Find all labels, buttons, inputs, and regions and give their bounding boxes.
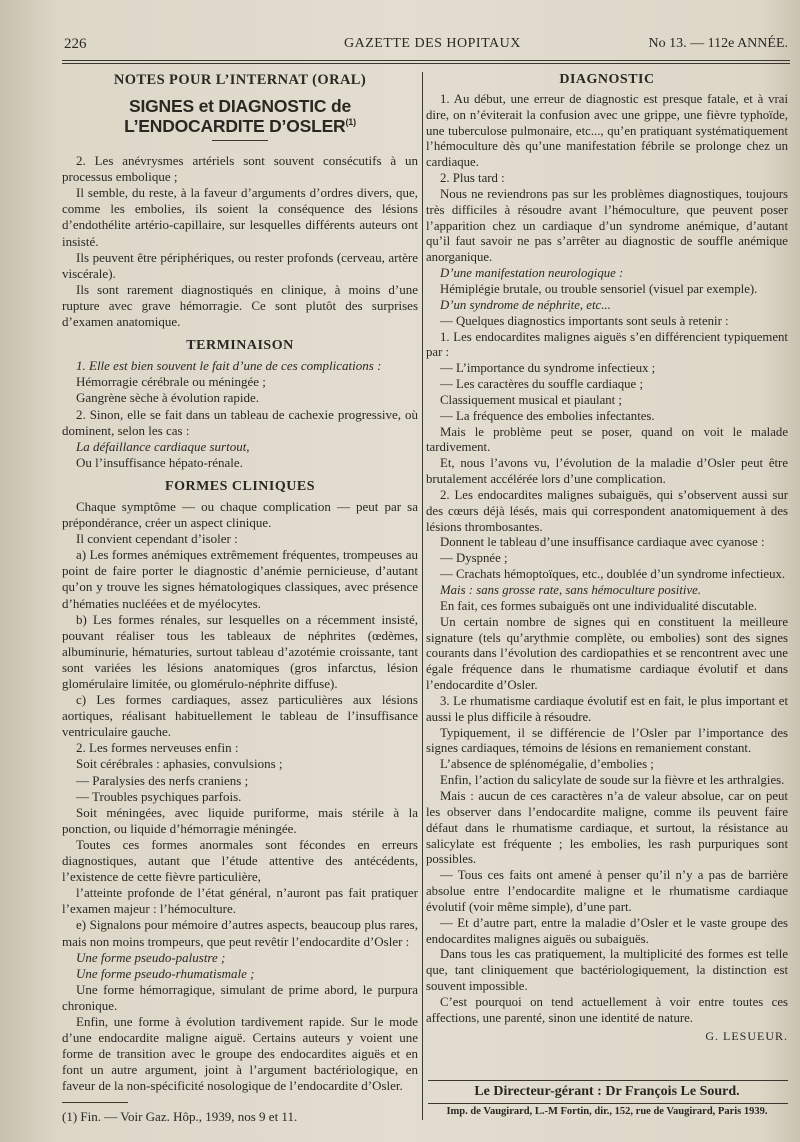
section-kicker: NOTES POUR L’INTERNAT (ORAL) [113, 72, 367, 88]
paragraph: Il semble, du reste, à la faveur d’arguments d’ordres divers, que, comme les embolies, ils soient la conséquence des lésions d’endothélite artério-capillaire, sur lesquelles différents auteurs ont insisté. [62, 185, 418, 249]
footnote: (1) Fin. — Voir Gaz. Hôp., 1939, nos 9 et 11. [62, 1109, 298, 1125]
left-column [62, 72, 418, 1126]
paragraph: Mais : aucun de ces caractères n’a de valeur absolue, car on peut les observer dans l’endocardite maligne, comme ils peuvent faire défaut dans le rhumatisme cardiaque, et surtout, la résistance au salicylate est fréquente ; les embolies, les rash purpuriques sont possibles. [426, 788, 788, 867]
paragraph: — Tous ces faits ont amené à penser qu’il n’y a pas de barrière absolue entre l’endocardite maligne et le rhumatisme cardiaque évolutif (voir même simple), d’une part. [426, 868, 788, 914]
author-signature: G. LESUEUR. [705, 1028, 788, 1043]
paragraph: Typiquement, il se différencie de l’Osler par l’importance des signes cardiaques, témoins de lésions en remaniement constant. [426, 725, 788, 756]
list-item: Gangrène sèche à évolution rapide. [76, 390, 260, 406]
section-heading-diagnostic: DIAGNOSTIC [559, 72, 655, 87]
paragraph: a) Les formes anémiques extrêmement fréquentes, trompeuses au point de faire porter le diagnostic d’anémie pernicieuse, d’autant qu’on y trouve les signes hématologiques classiques, avec présence d’hématies nucléées et de myélocytes. [62, 547, 418, 611]
list-item: — La fréquence des embolies infectantes. [440, 408, 655, 423]
paragraph: 1. Au début, une erreur de diagnostic est presque fatale, et à vrai dire, on n’éviterait la confusion avec une grippe, une fièvre typhoïde, une tuberculose pulmonaire, etc..., qu’en pratiquant systématiquement l’hémoculture dès qu’une manifestation fébrile se prolonge chez un cardiaque. [426, 91, 788, 170]
paragraph: L’absence de splénomégalie, d’embolies ; [440, 757, 654, 772]
paragraph: Mais le problème peut se poser, quand on voit le malade tardivement. [426, 424, 788, 455]
footnote-rule [62, 1102, 128, 1103]
paragraph: Nous ne reviendrons pas sur les problèmes diagnostiques, toujours très difficiles à résoudre avant l’hémoculture, que peuvent poser l’apparition chez un cardiaque d’un syndrome anémique, d’autant qu’il faut savoir ne pas s’arrêter au diagnostic de souffle anémique anorganique. [426, 186, 788, 265]
paragraph: Enfin, une forme à évolution tardivement rapide. Sur le mode d’une endocardite maligne aiguë. Certains auteurs y voient une forme de transition avec le groupe des endocardites aiguës et en font un autre argument, joint à l’argument bactériologique, en faveur de la non-spécificité nosologique de l’endocardite d’Osler. [62, 1013, 418, 1094]
issue-number: No 13. — 112e ANNÉE. [648, 36, 788, 51]
journal-title: GAZETTE DES HOPITAUX [344, 36, 521, 51]
header-rule-top [62, 60, 790, 61]
page-number: 226 [64, 36, 87, 52]
title-footnote-mark: (1) [345, 117, 356, 128]
paragraph: Mais : sans grosse rate, sans hémoculture positive. [440, 583, 702, 597]
list-item: — L’importance du syndrome infectieux ; [440, 361, 656, 376]
paragraph: En fait, ces formes subaiguës ont une individualité discutable. [440, 598, 757, 613]
paragraph: Donnent le tableau d’une insuffisance cardiaque avec cyanose : [440, 535, 765, 550]
list-item: — Dyspnée ; [440, 551, 508, 566]
paragraph: 2. Les formes nerveuses enfin : [76, 740, 239, 756]
imprint-line: Imp. de Vaugirard, L.-M Fortin, dir., 152, rue de Vaugirard, Paris 1939. [446, 1106, 768, 1117]
paragraph: 2. Les anévrysmes artériels sont souvent consécutifs à un processus embolique ; [62, 153, 418, 185]
paragraph: e) Signalons pour mémoire d’autres aspects, beaucoup plus rares, mais non moins trompeurs, que peut revêtir l’endocardite d’Osler : [62, 917, 418, 949]
paragraph: D’un syndrome de néphrite, etc... [440, 297, 611, 312]
section-heading-terminaison: TERMINAISON [186, 338, 294, 354]
paragraph: C’est pourquoi on tend actuellement à voir entre toutes ces affections, une parenté, sinon une identité de nature. [426, 994, 788, 1025]
article-title [62, 96, 418, 137]
list-item: Une forme pseudo-palustre ; [76, 949, 226, 965]
director-line: Le Directeur-gérant : Dr François Le Sourd. [474, 1084, 740, 1099]
paragraph: Un certain nombre de signes qui en constituent la meilleure signature (tels qu’arythmie complète, ou embolies) sont des signes courants dans l’évolution des cardiopathies et se rencontrent avec une égale fréquence dans le rhumatisme cardiaque évolutif et dans l’endocardite d’Osler. [426, 614, 788, 693]
list-item: Soit cérébrales : aphasies, convulsions ; [76, 756, 283, 772]
paragraph: b) Les formes rénales, sur lesquelles on a récemment insisté, pouvant réaliser tous les tableaux de néphrites (œdèmes, albuminurie, hématuries, surtout tableau d’azotémie croissante, tant sont variées les lésions anatomiques (gros infarctus, lésion glomérulaire limitée, ou glomérulo-néphrite diffuse). [62, 611, 418, 692]
paragraph: Toutes ces formes anormales sont fécondes en erreurs diagnostiques, autant que l’étude attentive des antécédents, l’existence de cette fièvre particulière, [62, 836, 418, 885]
paragraph: 2. Les endocardites malignes subaiguës, qui s’observent aussi sur des cœurs déjà lésés, mais qui correspondent anatomiquement à des lésions thrombosantes. [426, 487, 788, 534]
paragraph: Hémiplégie brutale, ou trouble sensoriel (visuel par exemple). [440, 281, 758, 296]
director-rule-top [428, 1080, 788, 1081]
paragraph: 2. Sinon, elle se fait dans un tableau de cachexie progressive, où dominent, selon les cas : [62, 406, 418, 438]
paragraph: Ils peuvent être périphériques, ou rester profonds (cerveau, artère viscérale). [62, 249, 418, 281]
list-item: — Les caractères du souffle cardiaque ; [440, 377, 643, 392]
paragraph: — Et d’autre part, entre la maladie d’Osler et le vaste groupe des endocardites malignes aiguës ou subaiguës. [426, 915, 788, 946]
list-item: — Troubles psychiques parfois. [76, 788, 242, 804]
director-rule-bottom [428, 1103, 788, 1104]
right-column [426, 72, 788, 1044]
list-item: — Crachats hémoptoïques, etc., doublée d’un syndrome infectieux. [440, 567, 786, 582]
paragraph: — Quelques diagnostics importants sont seuls à retenir : [440, 313, 729, 328]
section-heading-formes-cliniques: FORMES CLINIQUES [165, 478, 315, 494]
paragraph: 3. Le rhumatisme cardiaque évolutif est en fait, le plus important et aussi le plus difficile à résoudre. [426, 693, 788, 724]
paragraph: Une forme hémorragique, simulant de prime abord, le purpura chronique. [62, 981, 418, 1013]
paragraph: Enfin, l’action du salicylate de soude sur la fièvre et les arthralgies. [440, 773, 785, 788]
list-item: — Paralysies des nerfs craniens ; [76, 772, 249, 788]
paragraph: 1. Elle est bien souvent le fait d’une de ces complications : [76, 358, 382, 374]
paragraph: c) Les formes cardiaques, assez particulières aux lésions aortiques, réalisant habituellement le tableau de l’insuffisance ventriculaire gauche. [62, 692, 418, 740]
paragraph: Il convient cependant d’isoler : [76, 531, 238, 547]
paragraph: Soit méningées, avec liquide puriforme, mais stérile à la ponction, ou liquide d’hémorragie méningée. [62, 804, 418, 836]
paragraph: Ils sont rarement diagnostiqués en clinique, à moins d’une rupture avec grave hémorragie. Ce sont plutôt des surprises d’examen anatomique. [62, 281, 418, 330]
header-rule-bottom [62, 63, 790, 64]
paragraph: l’atteinte profonde de l’état général, n’auront pas fait pratiquer l’examen majeur : l’hémoculture. [62, 885, 418, 917]
paragraph: D’une manifestation neurologique : [440, 266, 624, 281]
paragraph: Et, nous l’avons vu, l’évolution de la maladie d’Osler peut être brutalement accélérée lors d’une complication. [426, 456, 788, 487]
column-separator [422, 72, 423, 1120]
paragraph: 2. Plus tard : [440, 171, 505, 186]
list-item: Ou l’insuffisance hépato-rénale. [76, 454, 243, 470]
list-item: Une forme pseudo-rhumatismale ; [76, 965, 255, 981]
paragraph: Chaque symptôme — ou chaque complication — peut par sa prépondérance, créer un aspect clinique. [62, 498, 418, 531]
paragraph: 1. Les endocardites malignes aiguës s’en différencient typiquement par : [426, 329, 788, 360]
paragraph: Dans tous les cas pratiquement, la multiplicité des formes est telle que, tant cliniquement que bactériologiquement, la distinction est souvent impossible. [426, 947, 788, 994]
list-item: Hémorragie cérébrale ou méningée ; [76, 374, 266, 390]
article-title-text: SIGNES et DIAGNOSTIC de L’ENDOCARDITE D’OSLER [124, 96, 351, 137]
list-item: Classiquement musical et piaulant ; [440, 392, 622, 407]
list-item: La défaillance cardiaque surtout, [76, 438, 250, 454]
running-header [64, 36, 788, 58]
title-rule [212, 140, 268, 141]
